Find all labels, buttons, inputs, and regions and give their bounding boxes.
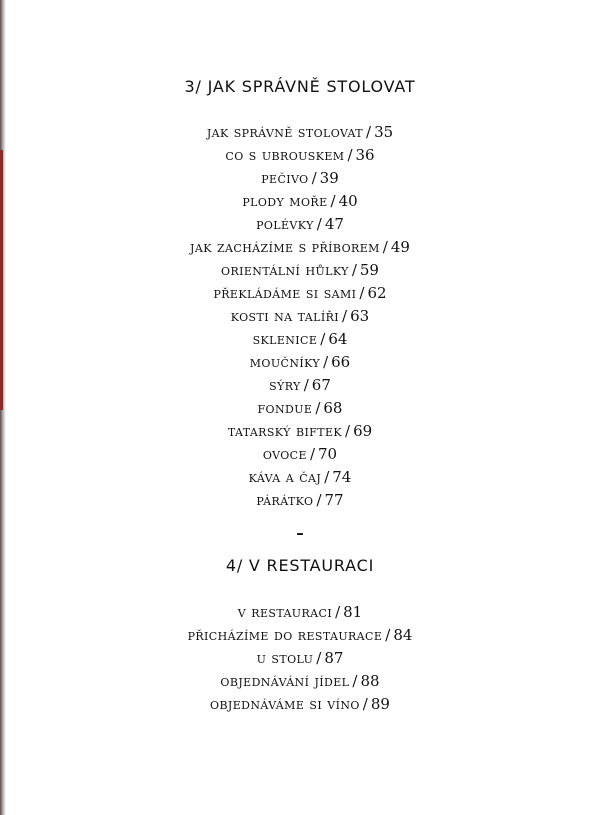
toc-entry-separator: /	[316, 491, 322, 509]
toc-entry-page: 70	[318, 445, 338, 463]
toc-entry	[0, 601, 600, 624]
toc-entry-title: kosti na talíři	[230, 307, 340, 325]
toc-entry-title: ovoce	[262, 445, 307, 463]
toc-entry-title: párátko	[256, 491, 314, 509]
toc-entry-separator: /	[330, 192, 336, 210]
toc-entry-separator: /	[382, 238, 388, 256]
toc-entry-title: objednáváme si víno	[210, 695, 360, 713]
toc-entry-title: sýry	[269, 376, 301, 394]
toc-entry	[0, 443, 600, 466]
toc-entry-separator: /	[309, 445, 315, 463]
toc-entry-page: 67	[311, 376, 331, 394]
toc-entry	[0, 328, 600, 351]
toc-entry-page: 68	[323, 399, 343, 417]
toc-entry-separator: /	[366, 123, 372, 141]
toc-entry-title: polévky	[256, 215, 314, 233]
toc-entry-page: 59	[359, 261, 379, 279]
toc-entry-title: jak správně stolovat	[206, 123, 364, 141]
toc-entry-separator: /	[345, 422, 351, 440]
toc-entry-title: v restauraci	[237, 603, 333, 621]
toc-entry-separator: /	[362, 695, 368, 713]
toc-entry	[0, 693, 600, 716]
toc-entry	[0, 374, 600, 397]
toc-entry-separator: /	[347, 146, 353, 164]
toc-entry-separator: /	[320, 330, 326, 348]
section-heading-4: 4/ V RESTAURACI	[225, 556, 375, 575]
toc-entry-page: 84	[393, 626, 413, 644]
toc-entry-page: 74	[332, 468, 352, 486]
toc-entry	[0, 489, 600, 512]
toc-entry-title: pečivo	[261, 169, 309, 187]
toc-entry	[0, 305, 600, 328]
toc-entry-separator: /	[323, 353, 329, 371]
toc-entry-page: 39	[319, 169, 339, 187]
toc-entry	[0, 259, 600, 282]
toc-entry-separator: /	[303, 376, 309, 394]
toc-entry-page: 64	[328, 330, 348, 348]
toc-entry-title: moučníky	[249, 353, 321, 371]
toc-entry	[0, 144, 600, 167]
toc-entry-title: orientální hůlky	[221, 261, 349, 279]
toc-entry	[0, 121, 600, 144]
toc-entry-title: sklenice	[252, 330, 318, 348]
toc-entry-separator: /	[335, 603, 341, 621]
toc-entry-page: 40	[338, 192, 358, 210]
toc-entry-page: 66	[331, 353, 351, 371]
toc-entry-page: 36	[355, 146, 375, 164]
toc-entry-separator: /	[351, 261, 357, 279]
toc-entry	[0, 167, 600, 190]
toc-entry	[0, 213, 600, 236]
toc-entry-separator: /	[311, 169, 317, 187]
toc-entry-separator: /	[316, 215, 322, 233]
toc-entry-separator: /	[385, 626, 391, 644]
toc-list-section-4	[0, 601, 600, 716]
section-heading-3: 3/ JAK SPRÁVNĚ STOLOVAT	[184, 77, 416, 96]
toc-entry-page: 35	[374, 123, 394, 141]
toc-entry-separator: /	[342, 307, 348, 325]
toc-entry	[0, 624, 600, 647]
toc-entry-title: jak zacházíme s příborem	[190, 238, 380, 256]
toc-entry	[0, 236, 600, 259]
toc-entry	[0, 647, 600, 670]
toc-entry-page: 88	[360, 672, 380, 690]
toc-entry-title: co s ubrouskem	[225, 146, 345, 164]
section-divider: –	[296, 524, 304, 542]
toc-entry-title: plody moře	[242, 192, 328, 210]
toc-entry	[0, 190, 600, 213]
toc-entry-page: 89	[370, 695, 390, 713]
toc-entry-separator: /	[324, 468, 330, 486]
toc-entry-page: 87	[324, 649, 344, 667]
toc-entry	[0, 466, 600, 489]
toc-entry-separator: /	[316, 649, 322, 667]
toc-entry-title: káva a čaj	[248, 468, 322, 486]
toc-entry-page: 47	[324, 215, 344, 233]
toc-entry-page: 81	[343, 603, 363, 621]
toc-entry	[0, 420, 600, 443]
toc-entry-page: 62	[367, 284, 387, 302]
toc-entry-page: 63	[350, 307, 370, 325]
toc-entry-page: 49	[390, 238, 410, 256]
toc-entry-title: u stolu	[256, 649, 314, 667]
toc-entry-title: přicházíme do restaurace	[187, 626, 383, 644]
toc-entry-title: překládáme si sami	[213, 284, 357, 302]
toc-entry-title: tatarský biftek	[227, 422, 343, 440]
toc-entry	[0, 670, 600, 693]
toc-entry-page: 77	[324, 491, 344, 509]
toc-entry-separator: /	[352, 672, 358, 690]
toc-entry	[0, 397, 600, 420]
toc-entry-separator: /	[359, 284, 365, 302]
toc-entry	[0, 351, 600, 374]
toc-entry-title: objednávání jídel	[220, 672, 350, 690]
toc-entry	[0, 282, 600, 305]
toc-list-section-3	[0, 121, 600, 512]
toc-entry-title: fondue	[257, 399, 313, 417]
toc-entry-separator: /	[315, 399, 321, 417]
toc-entry-page: 69	[353, 422, 373, 440]
